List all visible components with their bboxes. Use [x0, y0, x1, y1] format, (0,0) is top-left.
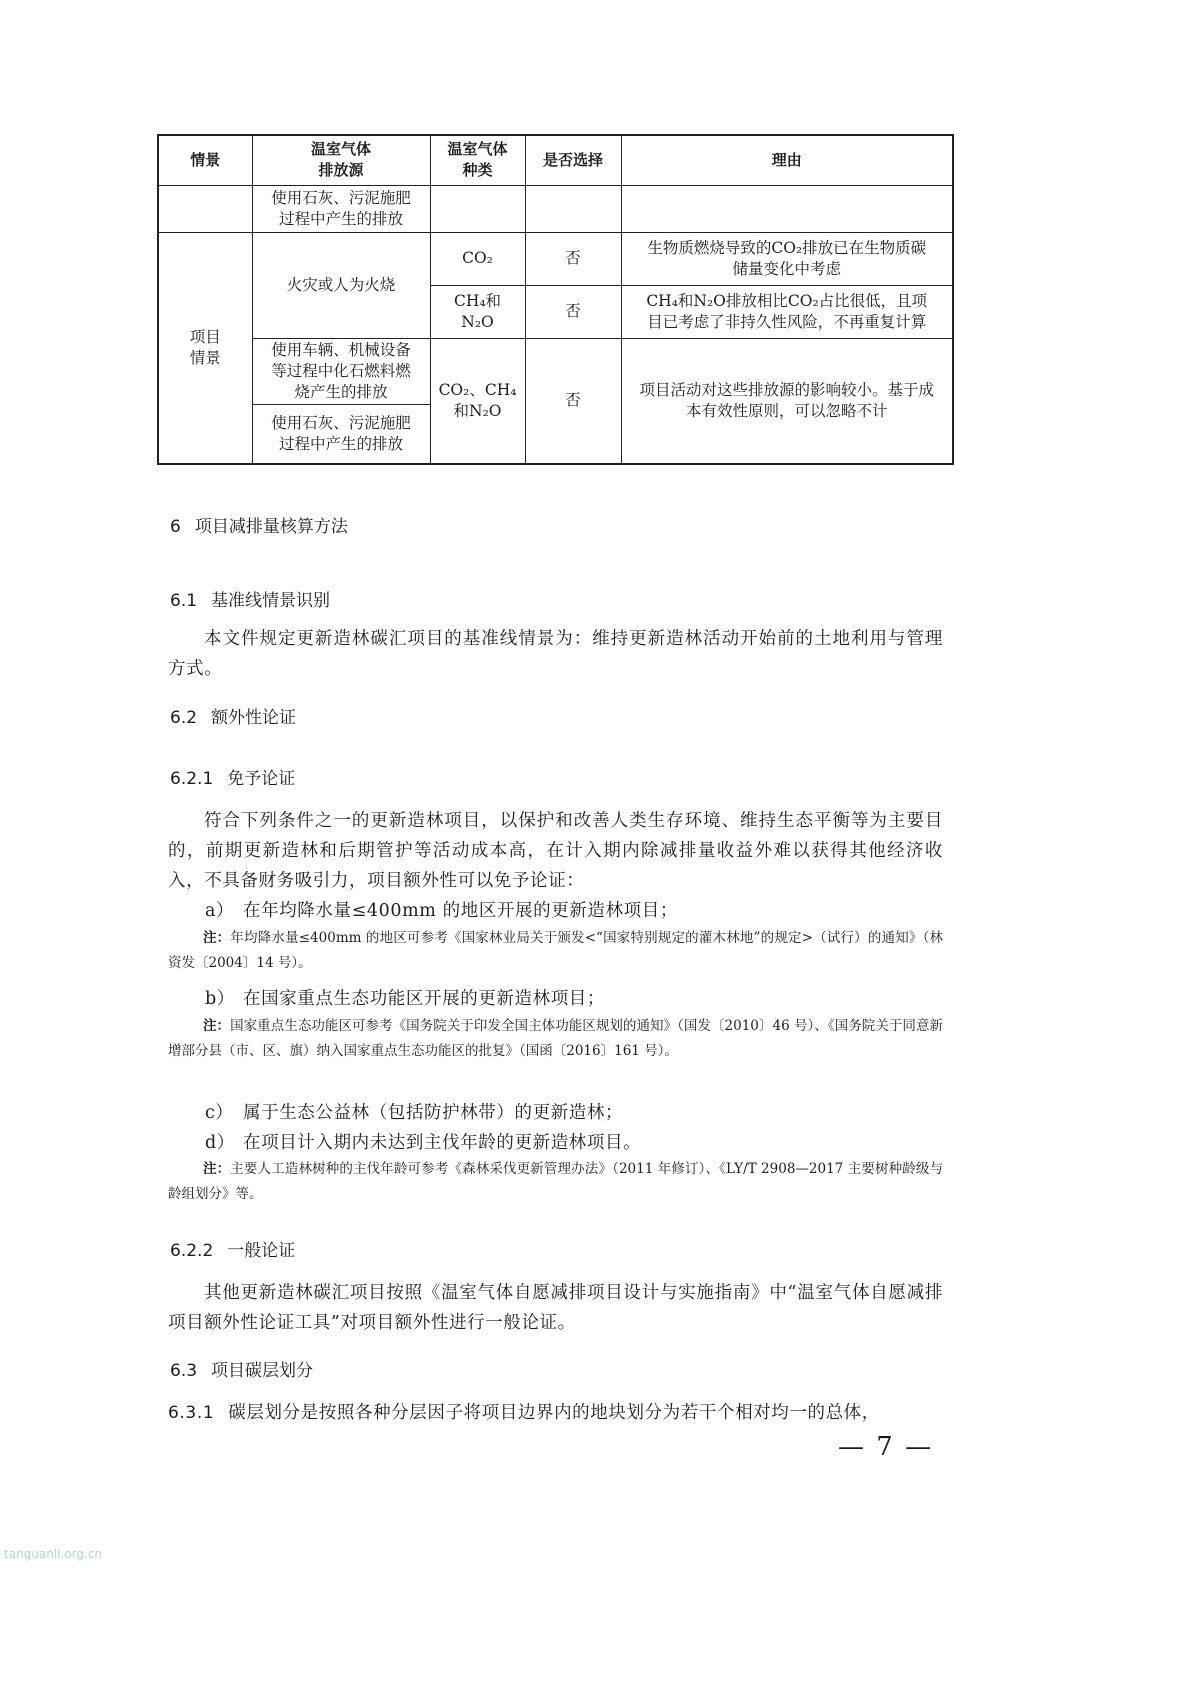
header-gas-type: 温室气体 种类	[430, 135, 525, 185]
cell-empty	[430, 185, 525, 232]
heading-6-1	[170, 586, 330, 611]
note-text: 年均降水量≤400mm 的地区可参考《国家林业局关于颁发<“国家特别规定的灌木林地”的规定>（试行）的通知》（林资发〔2004〕14 号）。	[168, 930, 943, 971]
cell-selected: 否	[525, 285, 621, 338]
list-text: 属于生态公益林（包括防护林带）的更新造林；	[243, 1103, 624, 1123]
cell-selected: 否	[525, 232, 621, 285]
note-label: 注：	[203, 930, 231, 946]
cell-source: 使用车辆、机械设备 等过程中化石燃料燃 烧产生的排放	[252, 338, 430, 404]
table-row	[158, 232, 953, 285]
heading-6-2-1	[170, 764, 295, 789]
list-item-c	[205, 1099, 623, 1124]
cell-gas: CH₄和 N₂O	[430, 285, 525, 338]
cell-scenario: 项目 情景	[158, 232, 252, 464]
heading-6-2-2	[170, 1236, 295, 1261]
paragraph-6-2-1: 符合下列条件之一的更新造林项目，以保护和改善人类生存环境、维持生态平衡等为主要目的，前期更新造林和后期管护等活动成本高，在计入期内除减排量收益外难以获得其他经济收入，不具备财务吸引力，项目额外性可以免予论证：	[168, 811, 943, 891]
header-scenario: 情景	[158, 135, 252, 185]
cell-reason: CH₄和N₂O排放相比CO₂占比很低，且项 目已考虑了非持久性风险，不再重复计算	[621, 285, 953, 338]
list-label: c）	[205, 1103, 234, 1123]
heading-title: 基准线情景识别	[211, 591, 331, 611]
heading-number: 6.1	[170, 591, 198, 611]
note-b	[168, 1014, 943, 1064]
clause-number: 6.3.1	[168, 1403, 215, 1423]
heading-title: 一般论证	[227, 1241, 296, 1261]
header-source: 温室气体 排放源	[252, 135, 430, 185]
cell-reason: 生物质燃烧导致的CO₂排放已在生物质碳 储量变化中考虑	[621, 232, 953, 285]
note-text: 主要人工造林树种的主伐年龄可参考《森林采伐更新管理办法》（2011 年修订）、《LY/T 2908—2017 主要树种龄级与龄组划分》等。	[168, 1161, 944, 1202]
list-label: a）	[205, 901, 235, 921]
heading-6-3	[170, 1356, 313, 1381]
heading-title: 项目减排量核算方法	[194, 517, 348, 537]
cell-source: 使用石灰、污泥施肥 过程中产生的排放	[252, 185, 430, 232]
cell-empty	[621, 185, 953, 232]
heading-title: 额外性论证	[211, 708, 297, 728]
note-a	[168, 926, 943, 976]
heading-number: 6.2.2	[170, 1241, 214, 1261]
heading-number: 6.2.1	[170, 769, 214, 789]
table-row	[158, 338, 953, 404]
cell-reason: 项目活动对这些排放源的影响较小。基于成 本有效性原则，可以忽略不计	[621, 338, 953, 464]
list-text: 在项目计入期内未达到主伐年龄的更新造林项目。	[243, 1133, 642, 1153]
cell-source: 火灾或人为火烧	[252, 232, 430, 338]
note-label: 注：	[203, 1161, 231, 1177]
heading-number: 6.2	[170, 708, 198, 728]
heading-title: 项目碳层划分	[211, 1361, 314, 1381]
page-number: — 7 —	[838, 1432, 934, 1462]
note-label: 注：	[203, 1018, 231, 1034]
header-selected: 是否选择	[525, 135, 621, 185]
cell-empty	[158, 185, 252, 232]
header-reason: 理由	[621, 135, 953, 185]
cell-source: 使用石灰、污泥施肥 过程中产生的排放	[252, 404, 430, 464]
heading-number: 6	[170, 517, 181, 537]
cell-selected: 否	[525, 338, 621, 464]
paragraph-6-1: 本文件规定更新造林碳汇项目的基准线情景为：维持更新造林活动开始前的土地利用与管理方式。	[168, 629, 943, 679]
list-item-d	[205, 1129, 641, 1154]
clause-text: 碳层划分是按照各种分层因子将项目边界内的地块划分为若干个相对均一的总体，	[228, 1403, 880, 1423]
heading-number: 6.3	[170, 1361, 198, 1381]
heading-6-2	[170, 703, 296, 728]
cell-gas: CO₂	[430, 232, 525, 285]
heading-6	[170, 512, 348, 537]
paragraph-6-2-2: 其他更新造林碳汇项目按照《温室气体自愿减排项目设计与实施指南》中“温室气体自愿减排项目额外性论证工具”对项目额外性进行一般论证。	[168, 1283, 943, 1333]
list-label: b）	[205, 989, 235, 1009]
paragraph-6-3-1	[168, 1398, 943, 1428]
note-text: 国家重点生态功能区可参考《国务院关于印发全国主体功能区规划的通知》（国发〔2010〕46 号）、《国务院关于同意新增部分县（市、区、旗）纳入国家重点生态功能区的批复》（国函〔2016〕161 号）。	[168, 1018, 943, 1059]
note-d	[168, 1157, 943, 1207]
cell-empty	[525, 185, 621, 232]
emission-sources-table	[157, 134, 954, 465]
list-item-a	[205, 897, 678, 922]
list-text: 在年均降水量≤400mm 的地区开展的更新造林项目；	[243, 901, 678, 921]
list-text: 在国家重点生态功能区开展的更新造林项目；	[243, 989, 605, 1009]
list-label: d）	[205, 1133, 235, 1153]
heading-title: 免予论证	[227, 769, 296, 789]
table-row	[158, 185, 953, 232]
cell-gas: CO₂、CH₄ 和N₂O	[430, 338, 525, 464]
list-item-b	[205, 985, 605, 1010]
watermark: tanguanli.org.cn	[4, 1547, 103, 1561]
table-header-row	[158, 135, 953, 185]
